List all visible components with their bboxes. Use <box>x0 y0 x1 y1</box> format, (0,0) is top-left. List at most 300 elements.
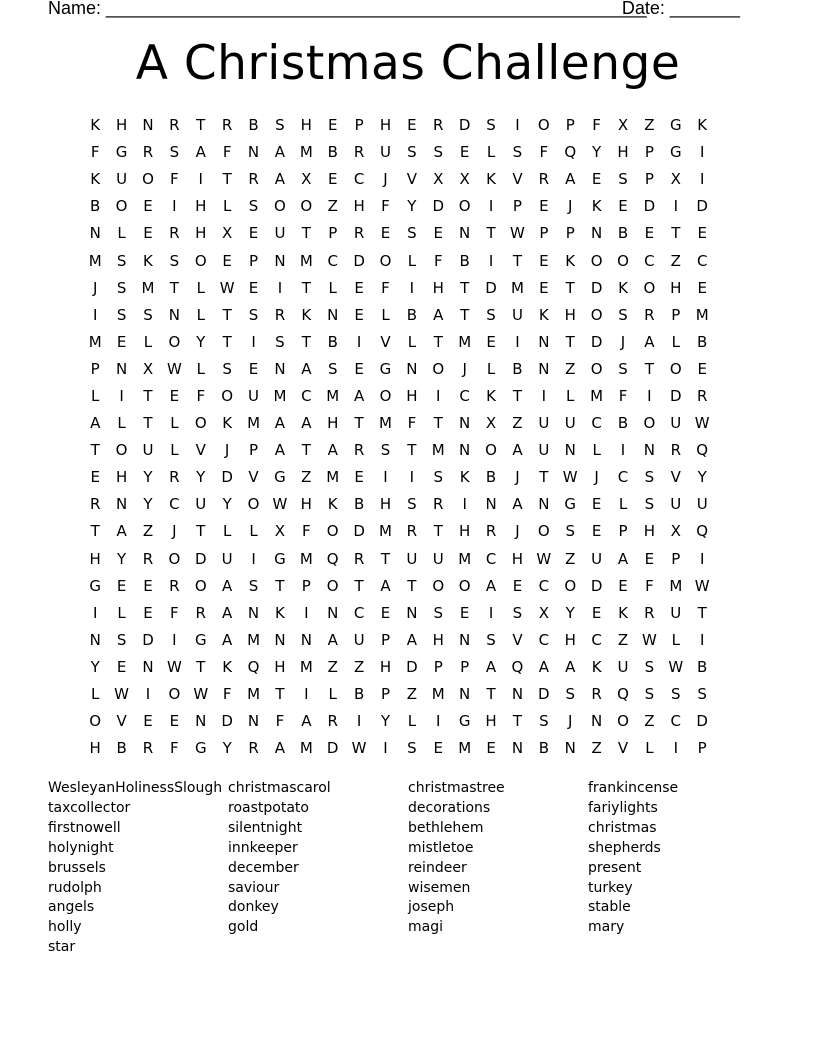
grid-letter[interactable]: S <box>618 170 628 189</box>
grid-letter[interactable]: S <box>671 685 681 704</box>
grid-letter[interactable]: T <box>565 332 575 351</box>
grid-letter[interactable]: R <box>538 170 550 189</box>
grid-letter[interactable]: R <box>696 386 708 405</box>
grid-letter[interactable]: O <box>247 495 260 514</box>
grid-letter[interactable]: I <box>383 739 388 758</box>
grid-letter[interactable]: U <box>591 549 603 568</box>
grid-letter[interactable]: I <box>277 278 283 297</box>
grid-letter[interactable]: T <box>196 116 206 135</box>
grid-letter[interactable]: M <box>273 386 287 405</box>
grid-letter[interactable]: Y <box>117 549 127 568</box>
grid-letter[interactable]: M <box>458 332 472 351</box>
grid-letter[interactable]: G <box>89 576 101 595</box>
grid-letter[interactable]: F <box>592 116 601 135</box>
grid-letter[interactable]: T <box>275 576 285 595</box>
grid-letter[interactable]: Y <box>565 603 575 622</box>
grid-letter[interactable]: W <box>562 468 578 487</box>
grid-letter[interactable]: G <box>115 143 128 162</box>
grid-letter[interactable]: A <box>274 441 286 460</box>
grid-letter[interactable]: W <box>272 495 288 514</box>
grid-letter[interactable]: U <box>353 630 365 649</box>
grid-letter[interactable]: U <box>142 441 154 460</box>
grid-letter[interactable]: N <box>247 603 260 622</box>
grid-letter[interactable]: D <box>590 576 603 595</box>
grid-letter[interactable]: M <box>299 657 313 676</box>
grid-letter[interactable]: A <box>116 522 127 541</box>
grid-letter[interactable]: R <box>485 522 497 541</box>
grid-letter[interactable]: Y <box>196 332 206 351</box>
grid-letter[interactable]: V <box>380 332 391 351</box>
grid-letter[interactable]: E <box>143 224 153 243</box>
grid-letter[interactable]: V <box>248 468 259 487</box>
grid-letter[interactable]: G <box>379 359 392 378</box>
grid-letter[interactable]: X <box>142 359 154 378</box>
grid-letter[interactable]: E <box>354 468 364 487</box>
grid-letter[interactable]: P <box>512 197 522 216</box>
grid-letter[interactable]: T <box>196 657 206 676</box>
grid-letter[interactable]: L <box>592 441 601 460</box>
grid-letter[interactable]: A <box>617 549 629 568</box>
grid-letter[interactable]: I <box>251 332 256 351</box>
grid-letter[interactable]: E <box>90 468 100 487</box>
grid-letter[interactable]: A <box>485 576 497 595</box>
grid-letter[interactable]: L <box>170 414 179 433</box>
grid-letter[interactable]: S <box>565 685 575 704</box>
grid-letter[interactable]: A <box>644 332 655 351</box>
grid-letter[interactable]: E <box>143 603 153 622</box>
grid-letter[interactable]: E <box>248 359 259 378</box>
grid-letter[interactable]: D <box>194 549 207 568</box>
grid-letter[interactable]: C <box>538 576 550 595</box>
grid-letter[interactable]: U <box>511 305 523 324</box>
grid-letter[interactable]: O <box>221 386 234 405</box>
grid-letter[interactable]: T <box>433 414 443 433</box>
grid-letter[interactable]: E <box>354 278 364 297</box>
grid-letter[interactable]: B <box>248 116 259 135</box>
grid-letter[interactable]: R <box>327 712 338 731</box>
grid-letter[interactable]: S <box>512 143 523 162</box>
grid-letter[interactable]: U <box>274 224 286 243</box>
grid-letter[interactable]: X <box>538 603 549 622</box>
grid-letter[interactable]: Y <box>592 143 602 162</box>
grid-letter[interactable]: E <box>354 305 364 324</box>
grid-letter[interactable]: X <box>433 170 444 189</box>
grid-letter[interactable]: P <box>301 576 311 595</box>
grid-letter[interactable]: D <box>485 278 497 297</box>
grid-letter[interactable]: E <box>116 657 127 676</box>
grid-letter[interactable]: U <box>221 549 233 568</box>
grid-letter[interactable]: Z <box>565 549 576 568</box>
grid-letter[interactable]: C <box>353 170 365 189</box>
grid-letter[interactable]: U <box>380 143 391 162</box>
grid-letter[interactable]: A <box>380 576 391 595</box>
grid-letter[interactable]: N <box>459 630 471 649</box>
grid-letter[interactable]: Z <box>353 657 365 676</box>
grid-letter[interactable]: F <box>222 685 232 704</box>
grid-letter[interactable]: H <box>564 630 576 649</box>
grid-letter[interactable]: Z <box>617 630 629 649</box>
grid-letter[interactable]: P <box>90 359 100 378</box>
grid-letter[interactable]: I <box>462 495 467 514</box>
grid-letter[interactable]: E <box>380 603 391 622</box>
grid-letter[interactable]: J <box>172 522 177 541</box>
grid-letter[interactable]: N <box>247 712 260 731</box>
grid-letter[interactable]: F <box>407 414 417 433</box>
grid-letter[interactable]: F <box>381 197 390 216</box>
grid-letter[interactable]: I <box>304 685 309 704</box>
grid-letter[interactable]: A <box>274 170 286 189</box>
grid-letter[interactable]: Y <box>222 495 232 514</box>
grid-letter[interactable]: P <box>460 657 470 676</box>
grid-letter[interactable]: R <box>406 522 418 541</box>
grid-letter[interactable]: J <box>383 170 388 189</box>
grid-letter[interactable]: E <box>143 712 153 731</box>
grid-letter[interactable]: A <box>538 657 549 676</box>
grid-letter[interactable]: B <box>459 251 470 270</box>
grid-letter[interactable]: O <box>168 332 181 351</box>
grid-letter[interactable]: K <box>697 116 708 135</box>
grid-letter[interactable]: R <box>670 441 681 460</box>
grid-letter[interactable]: W <box>166 359 182 378</box>
grid-letter[interactable]: E <box>169 712 180 731</box>
grid-letter[interactable]: O <box>142 170 154 189</box>
grid-letter[interactable]: N <box>406 603 418 622</box>
grid-letter[interactable]: O <box>590 305 603 324</box>
grid-letter[interactable]: N <box>643 441 656 460</box>
grid-letter[interactable]: B <box>617 224 629 243</box>
grid-letter[interactable]: S <box>222 359 232 378</box>
grid-letter[interactable]: H <box>670 278 682 297</box>
grid-letter[interactable]: F <box>381 278 390 297</box>
grid-letter[interactable]: Y <box>222 739 232 758</box>
grid-letter[interactable]: E <box>327 170 338 189</box>
grid-letter[interactable]: B <box>327 332 338 351</box>
grid-letter[interactable]: O <box>300 197 313 216</box>
grid-letter[interactable]: J <box>462 359 467 378</box>
grid-letter[interactable]: S <box>407 143 417 162</box>
grid-letter[interactable]: A <box>512 441 523 460</box>
grid-letter[interactable]: U <box>248 386 260 405</box>
grid-letter[interactable]: Z <box>406 685 418 704</box>
grid-letter[interactable]: R <box>248 739 259 758</box>
grid-letter[interactable]: K <box>591 657 602 676</box>
grid-letter[interactable]: D <box>590 332 603 351</box>
grid-letter[interactable]: A <box>433 305 444 324</box>
grid-letter[interactable]: L <box>196 278 205 297</box>
grid-letter[interactable]: L <box>117 414 126 433</box>
grid-letter[interactable]: I <box>673 197 678 216</box>
grid-letter[interactable]: R <box>169 468 180 487</box>
grid-letter[interactable]: V <box>406 170 418 189</box>
grid-letter[interactable]: H <box>115 116 128 135</box>
grid-letter[interactable]: W <box>193 685 209 704</box>
grid-letter[interactable]: I <box>145 685 151 704</box>
grid-letter[interactable]: N <box>538 495 550 514</box>
grid-letter[interactable]: B <box>90 197 101 216</box>
grid-letter[interactable]: L <box>91 685 100 704</box>
grid-letter[interactable]: K <box>486 386 496 405</box>
grid-letter[interactable]: A <box>274 739 286 758</box>
grid-letter[interactable]: J <box>92 278 98 297</box>
grid-letter[interactable]: H <box>643 522 656 541</box>
grid-letter[interactable]: L <box>671 332 680 351</box>
grid-letter[interactable]: R <box>433 116 444 135</box>
grid-letter[interactable]: S <box>169 143 180 162</box>
grid-letter[interactable]: I <box>92 305 98 324</box>
grid-letter[interactable]: S <box>116 630 127 649</box>
grid-letter[interactable]: E <box>327 116 338 135</box>
grid-letter[interactable]: S <box>644 468 655 487</box>
grid-letter[interactable]: G <box>194 630 207 649</box>
grid-letter[interactable]: O <box>115 197 128 216</box>
grid-letter[interactable]: I <box>409 468 415 487</box>
grid-letter[interactable]: H <box>300 116 312 135</box>
grid-letter[interactable]: S <box>433 468 444 487</box>
grid-letter[interactable]: Z <box>512 414 523 433</box>
grid-letter[interactable]: M <box>695 305 709 324</box>
grid-letter[interactable]: S <box>618 305 628 324</box>
grid-letter[interactable]: W <box>219 278 235 297</box>
grid-letter[interactable]: J <box>594 468 599 487</box>
grid-letter[interactable]: X <box>670 170 681 189</box>
grid-letter[interactable]: K <box>143 251 153 270</box>
grid-letter[interactable]: I <box>673 739 678 758</box>
grid-letter[interactable]: M <box>299 251 313 270</box>
grid-letter[interactable]: Y <box>143 468 153 487</box>
grid-letter[interactable]: P <box>380 685 391 704</box>
grid-letter[interactable]: L <box>117 224 126 243</box>
grid-letter[interactable]: O <box>643 278 656 297</box>
grid-letter[interactable]: K <box>222 414 233 433</box>
grid-letter[interactable]: E <box>143 576 153 595</box>
grid-letter[interactable]: N <box>511 739 524 758</box>
grid-letter[interactable]: C <box>617 468 629 487</box>
grid-letter[interactable]: S <box>539 712 549 731</box>
grid-letter[interactable]: E <box>591 495 602 514</box>
grid-letter[interactable]: F <box>645 576 654 595</box>
grid-letter[interactable]: M <box>141 278 155 297</box>
grid-letter[interactable]: K <box>618 278 628 297</box>
grid-letter[interactable]: M <box>326 468 340 487</box>
grid-letter[interactable]: D <box>221 712 233 731</box>
grid-letter[interactable]: E <box>591 170 602 189</box>
grid-letter[interactable]: T <box>460 305 470 324</box>
grid-letter[interactable]: I <box>409 278 415 297</box>
grid-letter[interactable]: U <box>538 414 550 433</box>
grid-letter[interactable]: K <box>301 305 312 324</box>
grid-letter[interactable]: H <box>379 495 392 514</box>
grid-letter[interactable]: D <box>326 739 339 758</box>
grid-letter[interactable]: P <box>328 224 338 243</box>
grid-letter[interactable]: H <box>511 549 524 568</box>
grid-letter[interactable]: G <box>564 495 577 514</box>
grid-letter[interactable]: R <box>591 685 602 704</box>
grid-letter[interactable]: E <box>644 549 655 568</box>
grid-letter[interactable]: I <box>515 116 520 135</box>
grid-letter[interactable]: E <box>116 576 127 595</box>
grid-letter[interactable]: I <box>436 712 441 731</box>
grid-letter[interactable]: N <box>591 224 603 243</box>
grid-letter[interactable]: O <box>617 251 629 270</box>
grid-letter[interactable]: T <box>671 224 681 243</box>
grid-letter[interactable]: Z <box>670 251 681 270</box>
grid-letter[interactable]: R <box>221 116 233 135</box>
grid-letter[interactable]: T <box>380 549 391 568</box>
grid-letter[interactable]: E <box>644 224 655 243</box>
grid-letter[interactable]: T <box>433 522 443 541</box>
grid-letter[interactable]: I <box>488 251 494 270</box>
grid-letter[interactable]: A <box>222 576 233 595</box>
grid-letter[interactable]: Z <box>644 712 655 731</box>
grid-letter[interactable]: J <box>568 197 573 216</box>
grid-letter[interactable]: P <box>644 170 654 189</box>
grid-letter[interactable]: U <box>195 495 207 514</box>
grid-letter[interactable]: G <box>669 143 682 162</box>
grid-letter[interactable]: I <box>304 603 309 622</box>
grid-letter[interactable]: O <box>379 251 392 270</box>
grid-letter[interactable]: C <box>327 251 338 270</box>
grid-letter[interactable]: S <box>116 251 127 270</box>
grid-letter[interactable]: Q <box>696 522 709 541</box>
grid-letter[interactable]: E <box>618 576 628 595</box>
grid-letter[interactable]: S <box>407 224 417 243</box>
grid-letter[interactable]: O <box>643 414 656 433</box>
grid-letter[interactable]: A <box>327 441 338 460</box>
grid-letter[interactable]: B <box>697 332 708 351</box>
grid-letter[interactable]: N <box>538 332 550 351</box>
grid-letter[interactable]: N <box>142 657 154 676</box>
grid-letter[interactable]: K <box>538 305 549 324</box>
grid-letter[interactable]: B <box>353 685 365 704</box>
grid-letter[interactable]: E <box>618 197 628 216</box>
grid-letter[interactable]: L <box>328 278 337 297</box>
grid-letter[interactable]: H <box>327 414 339 433</box>
grid-letter[interactable]: S <box>116 305 127 324</box>
grid-letter[interactable]: F <box>170 603 179 622</box>
grid-letter[interactable]: L <box>249 522 258 541</box>
grid-letter[interactable]: F <box>196 386 206 405</box>
grid-letter[interactable]: F <box>618 386 628 405</box>
grid-letter[interactable]: D <box>670 386 682 405</box>
grid-letter[interactable]: I <box>699 549 705 568</box>
grid-letter[interactable]: W <box>694 576 710 595</box>
grid-letter[interactable]: D <box>643 197 656 216</box>
grid-letter[interactable]: K <box>565 251 576 270</box>
grid-letter[interactable]: D <box>353 522 365 541</box>
grid-letter[interactable]: O <box>590 251 603 270</box>
grid-letter[interactable]: N <box>327 603 339 622</box>
grid-letter[interactable]: T <box>512 386 523 405</box>
grid-letter[interactable]: H <box>89 549 101 568</box>
grid-letter[interactable]: I <box>541 386 547 405</box>
grid-letter[interactable]: E <box>116 332 127 351</box>
grid-letter[interactable]: K <box>275 603 285 622</box>
grid-letter[interactable]: F <box>433 251 443 270</box>
grid-letter[interactable]: A <box>565 170 576 189</box>
grid-letter[interactable]: P <box>354 116 364 135</box>
grid-letter[interactable]: P <box>380 630 391 649</box>
grid-letter[interactable]: E <box>697 359 707 378</box>
grid-letter[interactable]: D <box>142 630 154 649</box>
grid-letter[interactable]: N <box>89 224 101 243</box>
grid-letter[interactable]: V <box>617 739 629 758</box>
grid-letter[interactable]: M <box>458 549 472 568</box>
grid-letter[interactable]: C <box>301 386 312 405</box>
grid-letter[interactable]: M <box>431 441 445 460</box>
grid-letter[interactable]: N <box>564 739 576 758</box>
grid-letter[interactable]: M <box>326 386 340 405</box>
grid-letter[interactable]: K <box>327 495 338 514</box>
grid-letter[interactable]: U <box>670 603 682 622</box>
grid-letter[interactable]: C <box>353 603 365 622</box>
grid-letter[interactable]: N <box>115 359 128 378</box>
grid-letter[interactable]: C <box>591 414 602 433</box>
grid-letter[interactable]: N <box>142 116 154 135</box>
grid-letter[interactable]: T <box>565 278 575 297</box>
grid-letter[interactable]: H <box>353 197 365 216</box>
grid-letter[interactable]: D <box>696 712 708 731</box>
grid-letter[interactable]: E <box>697 224 707 243</box>
grid-letter[interactable]: S <box>327 359 338 378</box>
grid-letter[interactable]: T <box>143 414 153 433</box>
grid-letter[interactable]: M <box>510 278 524 297</box>
grid-letter[interactable]: O <box>432 576 445 595</box>
grid-letter[interactable]: U <box>406 549 418 568</box>
grid-letter[interactable]: I <box>119 386 124 405</box>
grid-letter[interactable]: E <box>486 332 496 351</box>
grid-letter[interactable]: G <box>669 116 682 135</box>
grid-letter[interactable]: E <box>222 251 232 270</box>
grid-letter[interactable]: E <box>169 386 180 405</box>
grid-letter[interactable]: H <box>379 657 392 676</box>
grid-letter[interactable]: X <box>301 170 312 189</box>
grid-letter[interactable]: S <box>433 603 444 622</box>
grid-letter[interactable]: E <box>248 224 259 243</box>
grid-letter[interactable]: E <box>433 224 444 243</box>
grid-letter[interactable]: I <box>515 332 520 351</box>
grid-letter[interactable]: P <box>539 224 549 243</box>
grid-letter[interactable]: K <box>222 657 233 676</box>
grid-letter[interactable]: R <box>644 305 655 324</box>
grid-letter[interactable]: F <box>170 739 179 758</box>
grid-letter[interactable]: A <box>327 630 338 649</box>
grid-letter[interactable]: O <box>168 549 181 568</box>
grid-letter[interactable]: J <box>224 441 230 460</box>
grid-letter[interactable]: T <box>90 522 100 541</box>
grid-letter[interactable]: U <box>432 549 444 568</box>
grid-letter[interactable]: E <box>539 197 549 216</box>
grid-letter[interactable]: W <box>510 224 525 243</box>
grid-letter[interactable]: T <box>512 251 523 270</box>
grid-letter[interactable]: V <box>195 441 206 460</box>
grid-letter[interactable]: T <box>222 332 232 351</box>
grid-letter[interactable]: K <box>486 170 496 189</box>
grid-letter[interactable]: L <box>381 305 390 324</box>
grid-letter[interactable]: L <box>170 441 179 460</box>
grid-letter[interactable]: F <box>170 170 179 189</box>
grid-letter[interactable]: D <box>221 468 233 487</box>
grid-letter[interactable]: C <box>644 251 655 270</box>
grid-letter[interactable]: S <box>644 685 655 704</box>
grid-letter[interactable]: D <box>696 197 708 216</box>
grid-letter[interactable]: R <box>353 441 365 460</box>
grid-letter[interactable]: W <box>694 414 710 433</box>
grid-letter[interactable]: M <box>590 386 604 405</box>
grid-letter[interactable]: L <box>222 197 232 216</box>
grid-letter[interactable]: O <box>379 386 392 405</box>
grid-letter[interactable]: B <box>538 739 549 758</box>
grid-letter[interactable]: E <box>591 603 602 622</box>
